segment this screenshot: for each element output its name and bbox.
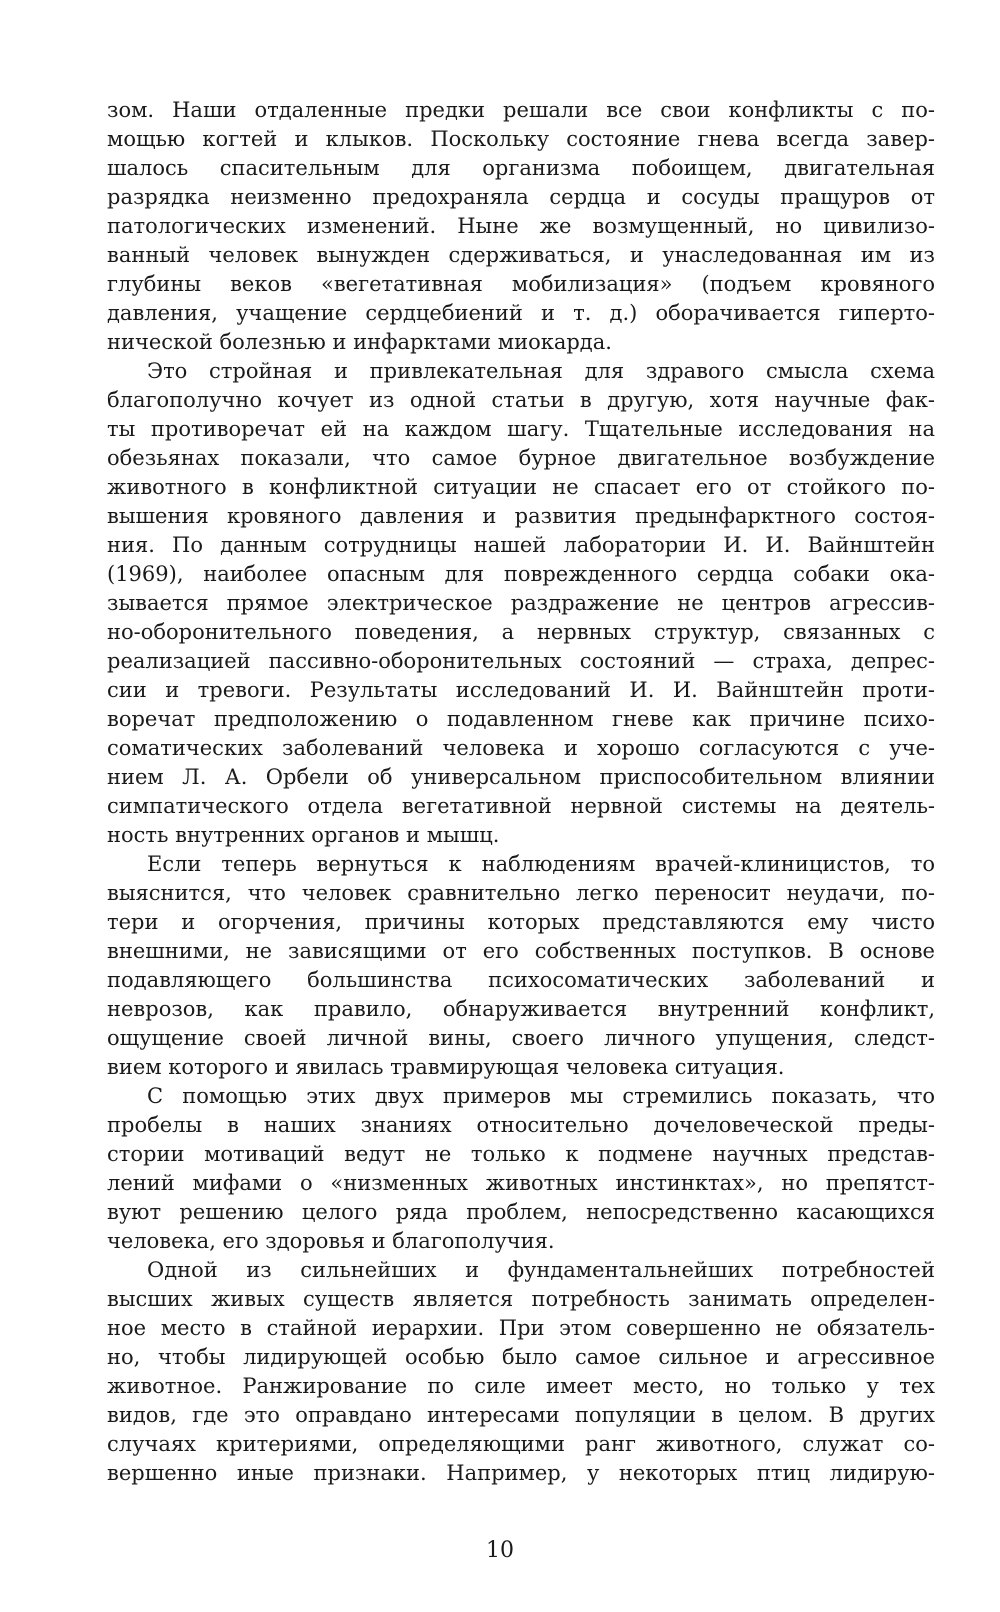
- page-number: 10: [486, 1538, 514, 1563]
- text-line: нием Л. А. Орбели об универсальном приспособительном влиянии: [107, 765, 935, 789]
- text-line: мощью когтей и клыков. Поскольку состояние гнева всегда завер-: [107, 127, 935, 151]
- page-body: [107, 96, 935, 1488]
- text-line: ность внутренних органов и мышц.: [107, 823, 500, 847]
- paragraph: [107, 96, 935, 357]
- text-line: ощущение своей личной вины, своего личного упущения, следст-: [107, 1026, 935, 1050]
- text-line: нической болезнью и инфарктами миокарда.: [107, 330, 612, 354]
- text-line: неврозов, как правило, обнаруживается внутренний конфликт,: [107, 997, 935, 1021]
- text-line: воречат предположению о подавленном гневе как причине психо-: [107, 707, 935, 731]
- text-line: обезьянах показали, что самое бурное двигательное возбуждение: [107, 446, 935, 470]
- paragraph: [107, 1082, 935, 1256]
- text-line: соматических заболеваний человека и хорошо согласуются с уче-: [107, 736, 935, 760]
- text-line: зом. Наши отдаленные предки решали все свои конфликты с по-: [107, 98, 935, 122]
- text-line: глубины веков «вегетативная мобилизация» (подъем кровяного: [107, 272, 935, 296]
- text-line: но, чтобы лидирующей особью было самое сильное и агрессивное: [107, 1345, 935, 1369]
- text-line: видов, где это оправдано интересами популяции в целом. В других: [107, 1403, 935, 1427]
- text-line: вышения кровяного давления и развития предынфарктного состоя-: [107, 504, 935, 528]
- text-line: ное место в стайной иерархии. При этом совершенно не обязатель-: [107, 1316, 935, 1340]
- text-line: выяснится, что человек сравнительно легко переносит неудачи, по-: [107, 881, 935, 905]
- text-line: внешними, не зависящими от его собственных поступков. В основе: [107, 939, 935, 963]
- text-line: вием которого и явилась травмирующая человека ситуация.: [107, 1055, 785, 1079]
- text-line: Это стройная и привлекательная для здравого смысла схема: [147, 359, 935, 383]
- text-line: ния. По данным сотрудницы нашей лаборатории И. И. Вайнштейн: [107, 533, 935, 557]
- text-line: животное. Ранжирование по силе имеет место, но только у тех: [107, 1374, 935, 1398]
- text-line: сии и тревоги. Результаты исследований И. И. Вайнштейн проти-: [107, 678, 935, 702]
- paragraph: [107, 357, 935, 850]
- text-line: Если теперь вернуться к наблюдениям врачей-клиницистов, то: [147, 852, 935, 876]
- text-line: Одной из сильнейших и фундаментальнейших потребностей: [147, 1258, 935, 1282]
- paragraph: [107, 1256, 935, 1488]
- text-line: С помощью этих двух примеров мы стремились показать, что: [147, 1084, 935, 1108]
- text-line: разрядка неизменно предохраняла сердца и сосуды пращуров от: [107, 185, 935, 209]
- text-line: тери и огорчения, причины которых представляются ему чисто: [107, 910, 935, 934]
- text-line: пробелы в наших знаниях относительно дочеловеческой преды-: [107, 1113, 935, 1137]
- text-line: высших живых существ является потребность занимать определен-: [107, 1287, 935, 1311]
- text-line: ванный человек вынужден сдерживаться, и унаследованная им из: [107, 243, 935, 267]
- text-line: подавляющего большинства психосоматических заболеваний и: [107, 968, 935, 992]
- text-line: но-оборонительного поведения, а нервных структур, связанных с: [107, 620, 935, 644]
- text-line: давления, учащение сердцебиений и т. д.) оборачивается гиперто-: [107, 301, 935, 325]
- text-line: животного в конфликтной ситуации не спасает его от стойкого по-: [107, 475, 935, 499]
- text-line: реализацией пассивно-оборонительных состояний — страха, депрес-: [107, 649, 935, 673]
- text-line: патологических изменений. Ныне же возмущенный, но цивилизо-: [107, 214, 935, 238]
- text-line: случаях критериями, определяющими ранг животного, служат со-: [107, 1432, 935, 1456]
- text-line: ты противоречат ей на каждом шагу. Тщательные исследования на: [107, 417, 935, 441]
- text-line: (1969), наиболее опасным для поврежденного сердца собаки ока-: [107, 562, 935, 586]
- text-line: зывается прямое электрическое раздражение не центров агрессив-: [107, 591, 935, 615]
- text-line: шалось спасительным для организма побоищем, двигательная: [107, 156, 935, 180]
- text-line: благополучно кочует из одной статьи в другую, хотя научные фак-: [107, 388, 935, 412]
- text-line: вуют решению целого ряда проблем, непосредственно касающихся: [107, 1200, 935, 1224]
- text-line: человека, его здоровья и благополучия.: [107, 1229, 555, 1253]
- text-line: лений мифами о «низменных животных инстинктах», но препятст-: [107, 1171, 935, 1195]
- text-line: симпатического отдела вегетативной нервной системы на деятель-: [107, 794, 935, 818]
- text-line: вершенно иные признаки. Например, у некоторых птиц лидирую-: [107, 1461, 935, 1485]
- text-line: стории мотиваций ведут не только к подмене научных представ-: [107, 1142, 935, 1166]
- paragraph: [107, 850, 935, 1082]
